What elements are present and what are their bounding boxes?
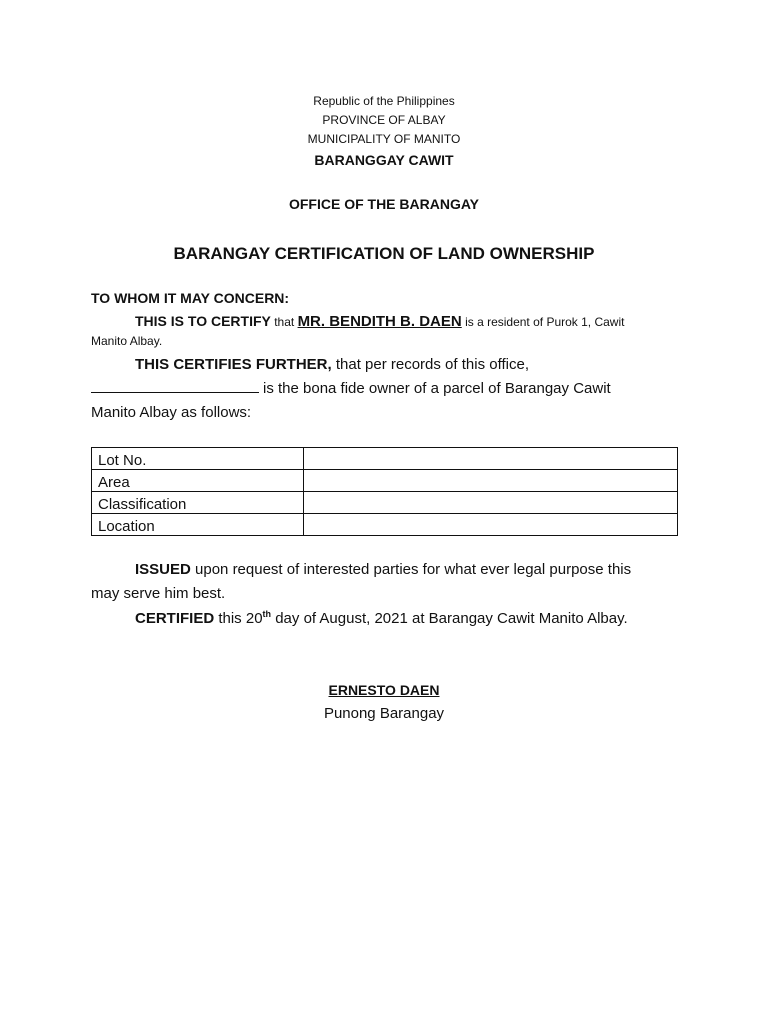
- row-value: [304, 514, 678, 536]
- certify-rest-2: Manito Albay.: [91, 334, 163, 348]
- row-value: [304, 492, 678, 514]
- certify-lead: THIS IS TO CERTIFY: [135, 313, 271, 329]
- certify-that: that: [270, 315, 298, 329]
- owner-name-blank: [91, 380, 259, 393]
- header-municipality: MUNICIPALITY OF MANITO: [307, 132, 461, 146]
- further-rest: that per records of this office,: [331, 356, 529, 373]
- header-republic: Republic of the Philippines: [313, 94, 455, 108]
- issued-lead: ISSUED: [135, 561, 191, 578]
- row-label: Area: [92, 470, 304, 492]
- certified-paragraph: [135, 609, 628, 627]
- certify-paragraph-line-1: [135, 313, 624, 330]
- lot-details-table: [91, 447, 678, 536]
- salutation: TO WHOM IT MAY CONCERN:: [91, 290, 290, 306]
- further-lead: THIS CERTIFIES FURTHER,: [135, 356, 332, 373]
- signatory-name: ERNESTO DAEN: [328, 682, 440, 698]
- row-label: Classification: [92, 492, 304, 514]
- certified-day-suffix: th: [262, 609, 272, 619]
- further-line-2: is the bona fide owner of a parcel of Barangay Cawit: [263, 380, 611, 397]
- table-row: [92, 470, 678, 492]
- row-value: [304, 470, 678, 492]
- certified-person-name: MR. BENDITH B. DAEN: [297, 313, 462, 330]
- document-title: BARANGAY CERTIFICATION OF LAND OWNERSHIP: [173, 244, 595, 263]
- header-barangay: BARANGGAY CAWIT: [314, 152, 454, 168]
- further-paragraph-line-2: [91, 380, 611, 397]
- further-paragraph-line-1: [135, 356, 529, 373]
- certify-rest-1: is a resident of Purok 1, Cawit: [461, 315, 625, 329]
- table-row: [92, 514, 678, 536]
- issued-rest-1: upon request of interested parties for what ever legal purpose this: [190, 561, 632, 578]
- header-province: PROVINCE OF ALBAY: [322, 113, 446, 127]
- table-row: [92, 448, 678, 470]
- row-label: Location: [92, 514, 304, 536]
- issued-rest-2: may serve him best.: [91, 585, 226, 602]
- row-label: Lot No.: [92, 448, 304, 470]
- table-row: [92, 492, 678, 514]
- certified-post: day of August, 2021 at Barangay Cawit Manito Albay.: [271, 610, 628, 627]
- certified-pre: this 20: [214, 610, 263, 627]
- issued-paragraph-line-1: [135, 561, 631, 578]
- row-value: [304, 448, 678, 470]
- further-line-3: Manito Albay as follows:: [91, 404, 252, 421]
- certified-lead: CERTIFIED: [135, 610, 215, 627]
- office-heading: OFFICE OF THE BARANGAY: [288, 196, 480, 212]
- signatory-position: Punong Barangay: [323, 705, 445, 722]
